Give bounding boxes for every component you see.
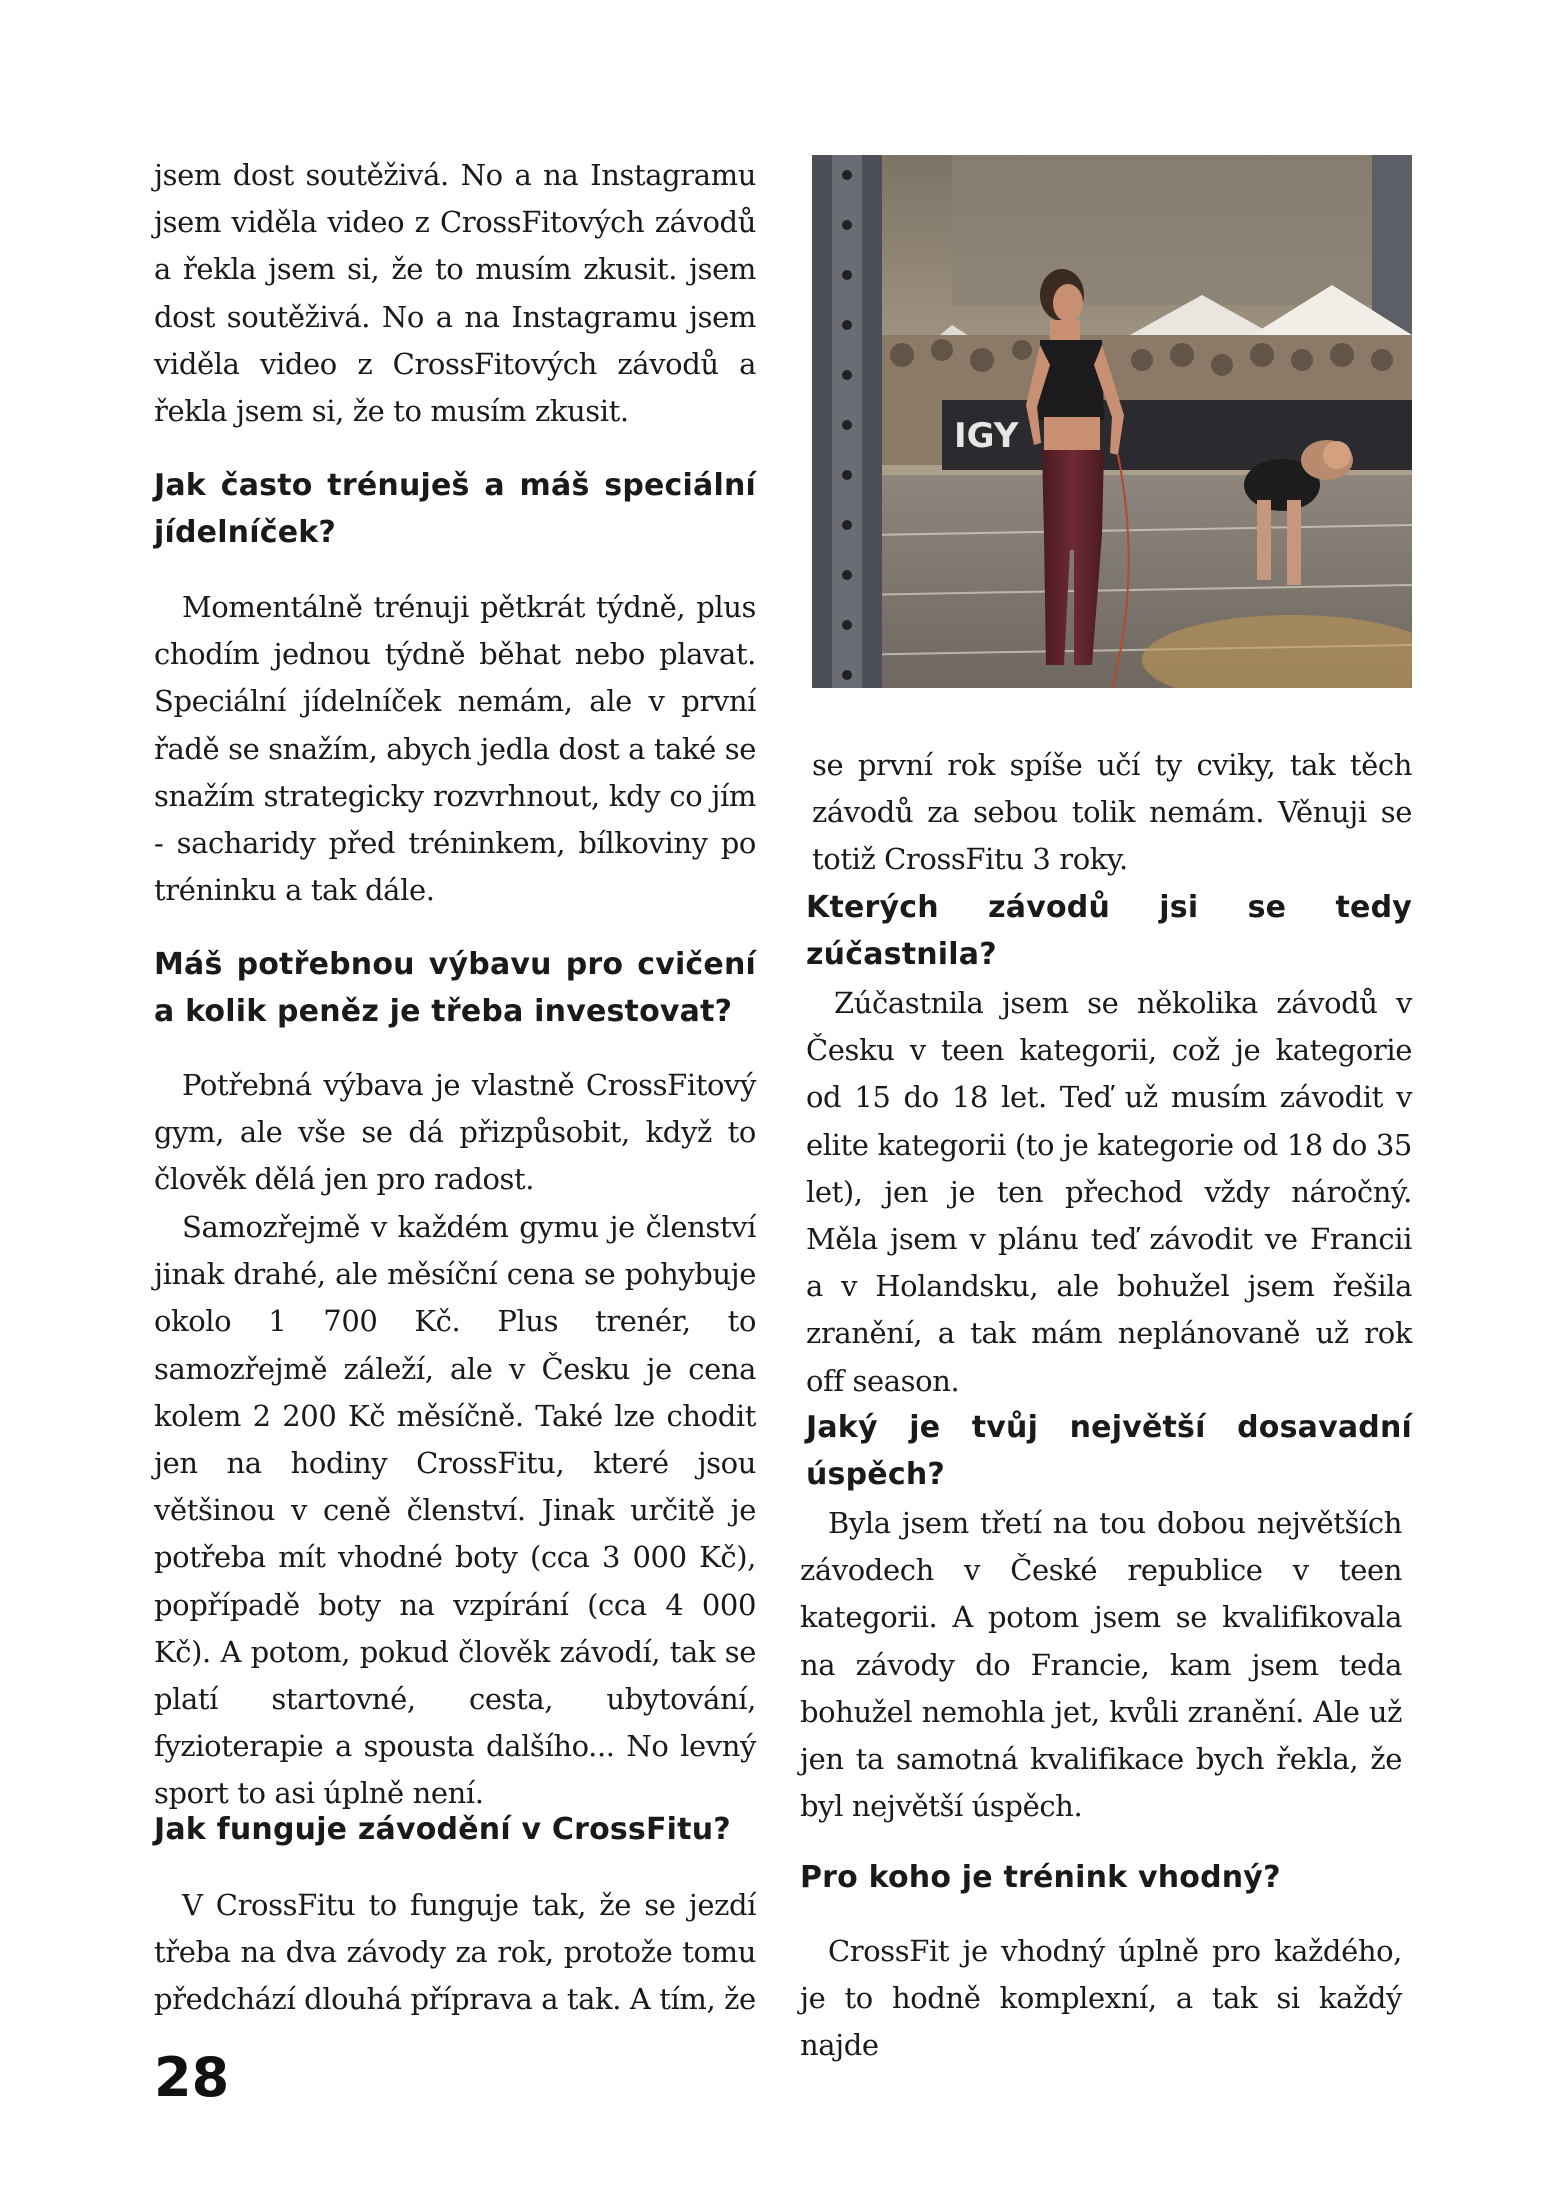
intro-paragraph: jsem dost soutěživá. No a na Instagramu jsem viděla video z CrossFitových závodů a řekla jsem si, že to musím zkusit. jsem dost soutěživá. No a na Instagramu jsem viděla video z CrossFitových závodů a řekla jsem si, že to musím zkusit. [154, 158, 756, 429]
answer-equipment-paragraph-1: Potřebná výbava je vlastně CrossFitový gym, ale vše se dá přizpůsobit, když to člověk dělá jen pro radost. [154, 1068, 756, 1197]
answer-training-frequency: Momentálně trénuji pětkrát týdně, plus chodím jednou týdně běhat nebo plavat. Speciální jídelníček nemám, ale v první řadě se snažím, abych jedla dost a také se snažím strategicky rozvrhnout, kdy co jím - sacharidy před tréninkem, bílkoviny po tréninku a tak dále. [154, 590, 756, 908]
answer-equipment-paragraph-2: Samozřejmě v každém gymu je členství jinak drahé, ale měsíční cena se pohybuje okolo 1 700 Kč. Plus trenér, to samozřejmě záleží, ale v Česku je cena kolem 2 200 Kč měsíčně. Také lze chodit jen na hodiny CrossFitu, které jsou většinou v ceně členství. Jinak určitě je potřeba mít vhodné boty (cca 3 000 Kč), popřípadě boty na vzpírání (cca 4 000 Kč). A potom, pokud člověk závodí, tak se platí startovné, cesta, ubytování, fyzioterapie a spousta dalšího... No levný sport to asi úplně není. [154, 1210, 756, 1811]
answer-who-is-it-for: CrossFit je vhodný úplně pro každého, je to hodně komplexní, a tak si každý najde [800, 1934, 1402, 2063]
continuation-paragraph: se první rok spíše učí ty cviky, tak těch závodů za sebou tolik nemám. Věnuji se totiž CrossFitu 3 roky. [812, 748, 1412, 877]
question-competing: Jak funguje závodění v CrossFitu? [154, 1812, 731, 1847]
question-biggest-success: Jaký je tvůj největší dosavadní úspěch? [806, 1410, 1412, 1492]
banner-text: IGY [954, 416, 1019, 456]
answer-biggest-success: Byla jsem třetí na tou dobou největších závodech v České republice v teen kategorii. A potom jsem se kvalifikovala na závody do Francie, kam jsem teda bohužel nemohla jet, kvůli zranění. Ale už jen ta samotná kvalifikace bych řekla, že byl největší úspěch. [800, 1506, 1402, 1824]
question-training-frequency: Jak často trénuješ a máš speciální jídelníček? [154, 468, 756, 550]
page-number: 28 [154, 2046, 230, 2109]
answer-competing: V CrossFitu to funguje tak, že se jezdí třeba na dva závody za rok, protože tomu předchází dlouhá příprava a tak. A tím, že [154, 1888, 756, 2017]
photo-crossfit-athlete [812, 155, 1412, 688]
answer-competitions: Zúčastnila jsem se několika závodů v Česku v teen kategorii, což je kategorie od 15 do 18 let. Teď už musím závodit v elite kategorii (to je kategorie od 18 do 35 let), jen je ten přechod vždy náročný. Měla jsem v plánu teď závodit ve Francii a v Holandsku, ale bohužel jsem řešila zranění, a tak mám neplánovaně už rok off season. [806, 986, 1412, 1398]
question-competitions: Kterých závodů jsi se tedy zúčastnila? [806, 890, 1412, 972]
question-who-is-it-for: Pro koho je trénink vhodný? [800, 1860, 1281, 1895]
question-equipment-costs: Máš potřebnou výbavu pro cvičení a kolik peněz je třeba investovat? [154, 947, 756, 1029]
